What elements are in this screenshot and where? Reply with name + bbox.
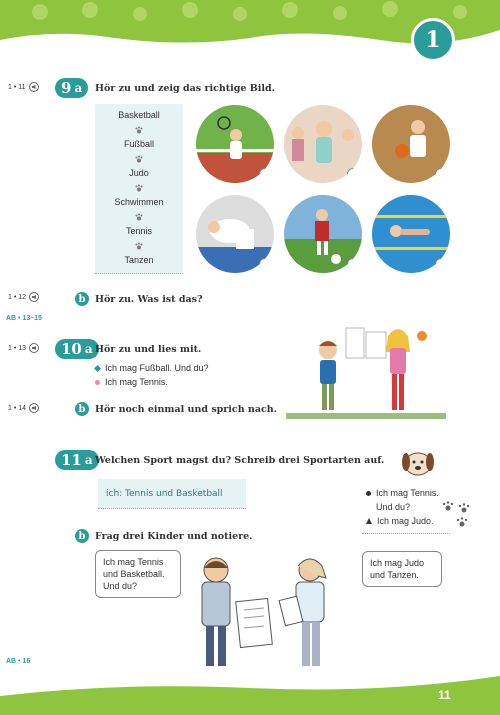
photo-football[interactable] [284,195,362,273]
photo-dance[interactable] [284,105,362,183]
sports-word-box [95,104,183,274]
photo-label: A [259,168,271,180]
track-label: 1 • 13 [8,344,27,352]
word-item: Judo [129,168,149,178]
speaker-icon[interactable] [29,343,39,353]
audio-track-marker[interactable] [8,292,39,302]
instruction-9a: Hör zu und zeig das richtige Bild. [95,83,275,94]
dialogue-lines [95,361,209,389]
example-text: Ich mag Judo. [377,516,434,526]
photo-label: E [347,258,359,270]
track-label: 1 • 14 [8,404,27,412]
photo-label: D [259,258,271,270]
dot-icon [95,380,100,385]
dialogue-line [95,361,209,375]
instruction-10b: Hör noch einmal und sprich nach. [95,404,277,415]
exercise-number-text: 11 [61,451,82,469]
bubble-line: Und du? [103,581,138,591]
word-item: Tennis [125,226,152,236]
handwritten-text: ich: Tennis und Basketball [106,488,223,499]
dog-mascot-icon [398,448,438,478]
exercise-letter-b: b [75,292,89,306]
workbook-reference: AB • 16 [6,658,31,665]
audio-track-marker[interactable] [8,403,39,413]
photo-swimming[interactable] [372,195,450,273]
example-answer-box [362,478,450,534]
speech-bubble-girl [362,551,442,587]
speaker-icon[interactable] [29,292,39,302]
dialogue-text: Ich mag Fußball. Und du? [105,363,209,373]
triangle-icon [366,518,372,524]
instruction-11b: Frag drei Kinder und notiere. [95,531,253,542]
photo-tennis[interactable] [196,105,274,183]
dialogue-line [95,375,209,389]
diamond-icon [94,364,101,371]
word-item: Fußball [123,139,154,149]
instruction-9b: Hör zu. Was ist das? [95,294,203,305]
exercise-number-text: 10 [61,340,82,358]
word-item: Basketball [118,110,160,120]
exercise-number [55,339,99,359]
exercise-number [55,78,88,98]
paw-icon [135,242,143,250]
bubble-line: und Tanzen. [370,570,419,580]
handwritten-answer-box [98,479,246,509]
bubble-line: und Basketball. [103,569,165,579]
page-number: 11 [438,688,451,702]
paw-icon [135,213,143,221]
exercise-letter-b: b [75,402,89,416]
exercise-number [55,450,99,470]
bubble-line: Ich mag Tennis [103,557,164,567]
paw-prints-icon [442,500,472,530]
example-line [366,514,439,528]
speaker-icon[interactable] [29,403,39,413]
paw-icon [135,126,143,134]
track-label: 1 • 12 [8,293,27,301]
photo-label: F [435,258,447,270]
example-lines [366,486,439,528]
exercise-letter: a [84,453,93,467]
exercise-letter: a [84,342,93,356]
paw-icon [135,155,143,163]
workbook-reference: AB • 13–15 [6,315,42,322]
photo-label: B [347,168,359,180]
unit-badge: 1 [411,18,455,62]
example-text: Und du? [376,502,411,512]
speaker-icon[interactable] [29,82,39,92]
photo-basketball[interactable] [372,105,450,183]
track-label: 1 • 11 [8,83,26,91]
photo-label: C [435,168,447,180]
instruction-11a: Welchen Sport magst du? Schreib drei Sportarten auf. [95,455,385,466]
survey-kids-illustration [186,548,346,670]
photo-judo[interactable] [196,195,274,273]
audio-track-marker[interactable] [8,82,39,92]
exercise-number-text: 9 [61,79,72,97]
paw-icon [135,184,143,192]
bubble-line: Ich mag Judo [370,558,425,568]
kids-illustration [286,318,446,428]
exercise-letter-b: b [75,529,89,543]
example-line [366,500,439,514]
footer-band [0,668,500,715]
word-item: Schwimmen [114,197,164,207]
exercise-letter: a [74,81,83,95]
speech-bubble-boy [95,550,181,598]
example-text: Ich mag Tennis. [376,488,439,498]
audio-track-marker[interactable] [8,343,39,353]
word-item: Tanzen [124,255,154,265]
dot-icon [366,491,371,496]
dialogue-text: Ich mag Tennis. [105,377,168,387]
example-line [366,486,439,500]
instruction-10a: Hör zu und lies mit. [95,344,202,355]
